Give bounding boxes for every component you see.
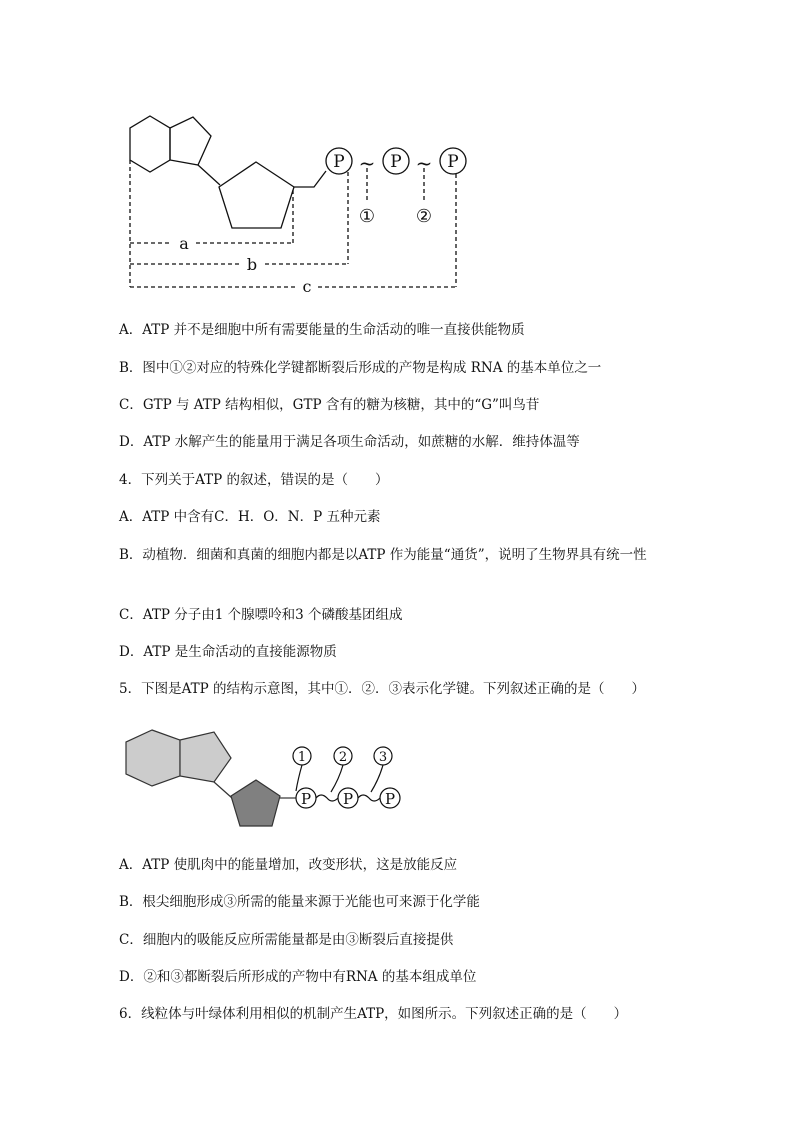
svg-text:2: 2 [338, 750, 348, 765]
q4-option-a: A．ATP 中含有C．H．O．N．P 五种元素 [119, 509, 381, 525]
phosphate-label-3: P [447, 152, 459, 172]
phosphate-label-2: P [390, 152, 402, 172]
svg-text:1: 1 [297, 750, 307, 765]
q5-option-d: D．②和③都断裂后所形成的产物中有RNA 的基本组成单位 [119, 969, 477, 985]
q5-option-b: B．根尖细胞形成③所需的能量来源于光能也可来源于化学能 [119, 894, 480, 910]
atp-structure-figure-2 [0, 718, 794, 848]
bond-marker-2: ② [415, 206, 433, 227]
q4-stem: 4．下列关于ATP 的叙述，错误的是（ ） [119, 472, 389, 488]
high-energy-bond-2: ~ [415, 151, 433, 175]
q3-option-c: C．GTP 与 ATP 结构相似，GTP 含有的糖为核糖，其中的“G”叫鸟苷 [119, 397, 540, 413]
adenine-pentagon-shaded [180, 732, 231, 782]
q5-option-c: C．细胞内的吸能反应所需能量都是由③断裂后直接提供 [119, 932, 454, 948]
q4-option-b: B．动植物．细菌和真菌的细胞内都是以ATP 作为能量“通货”，说明了生物界具有统一性 [119, 547, 647, 563]
high-energy-bond-1: ~ [358, 151, 376, 175]
q5-stem: 5．下图是ATP 的结构示意图，其中①．②．③表示化学键。下列叙述正确的是（ ） [119, 681, 645, 697]
q3-option-b: B．图中①②对应的特殊化学键都断裂后形成的产物是构成 RNA 的基本单位之一 [119, 360, 602, 376]
adenine-pentagon [170, 117, 211, 165]
phosphate-label-1: P [333, 152, 345, 172]
atp-structure-figure-1 [0, 0, 794, 300]
q4-option-c: C．ATP 分子由1 个腺嘌呤和3 个磷酸基团组成 [119, 607, 403, 623]
bracket-label-a: a [179, 234, 189, 253]
bond-marker-1: ① [358, 206, 376, 227]
svg-text:3: 3 [378, 750, 388, 765]
phosphate-text-c: P [384, 790, 396, 808]
adenine-hexagon-shaded [126, 730, 180, 786]
phosphate-text-b: P [342, 790, 354, 808]
q3-option-d: D．ATP 水解产生的能量用于满足各项生命活动，如蔗糖的水解．维持体温等 [119, 434, 580, 450]
q3-option-a: A．ATP 并不是细胞中所有需要能量的生命活动的唯一直接供能物质 [119, 322, 525, 338]
phosphate-text-a: P [300, 790, 312, 808]
ribose-pentagon-shaded [231, 780, 280, 826]
ribose-pentagon [219, 162, 294, 228]
bracket-label-c: c [302, 277, 312, 296]
q4-option-d: D．ATP 是生命活动的直接能源物质 [119, 644, 337, 660]
q5-option-a: A．ATP 使肌肉中的能量增加，改变形状，这是放能反应 [119, 857, 458, 873]
adenine-hexagon [130, 116, 170, 172]
q6-stem: 6．线粒体与叶绿体利用相似的机制产生ATP，如图所示。下列叙述正确的是（ ） [119, 1006, 628, 1022]
bracket-label-b: b [246, 255, 258, 274]
